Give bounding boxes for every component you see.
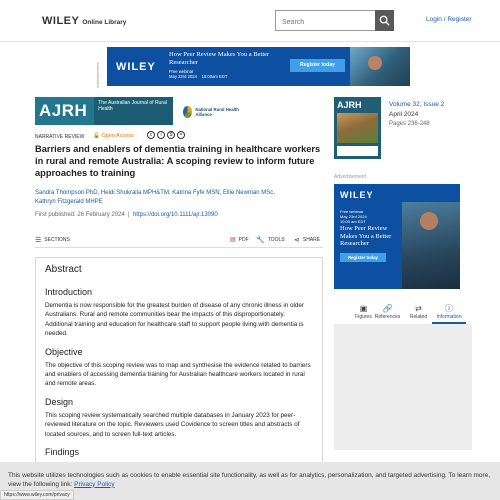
cover-image [337,113,378,143]
ad-webinar-info [169,69,227,79]
wiley-logo[interactable] [42,15,126,27]
image-icon: ▣ [359,304,368,313]
side-ad-brand: WILEY [340,190,374,200]
search-button[interactable] [375,10,394,31]
search-input[interactable] [276,13,376,32]
lock-open-icon: 🔓 [93,133,100,139]
side-ad-webinar-info: Free webinar May 23rd 2024 10:00 am EDT [340,209,367,224]
license-icons[interactable] [147,131,185,139]
search-icon [379,15,390,26]
ad-brand: WILEY [116,61,156,73]
article-authors[interactable]: Sandra Thompson PhD, Heidi Shukralla MPH&TM, Katrina Fyfe MSN, Ellie Newman MSc, Kathryn Fitzgerald MHPE [35,190,275,205]
related-icon: ⇄ [415,304,422,313]
tab-figures[interactable]: ▣ Figures [348,303,379,320]
side-advertisement-label: Advertisement [334,174,366,180]
pdf-icon: ▤ [230,237,236,243]
top-header [0,0,500,42]
journal-abbr: AJRH [35,97,94,125]
issue-volume-link[interactable]: Volume 32, Issue 2 [389,101,445,108]
info-icon: ⓘ [445,304,453,313]
cookie-banner [0,462,500,500]
article-title: Barriers and enablers of dementia training in healthcare workers in rural and remote Australia: A scoping review to inform future approaches to training [35,144,321,178]
issue-date: April 2024 [389,111,419,118]
abstract-section [35,257,323,487]
tools-button[interactable]: 🔧 TOOLS [256,237,285,244]
partner-name: National Rural Health Alliance [195,107,239,117]
journal-name: The Australian Journal of Rural Health [98,100,167,112]
search-box [275,10,394,31]
design-text: This scoping review systematically searched multiple databases in January 2023 for peer-reviewed literature on the topic. Reviewers used Covidence to screen titles and abstracts of located sources, and to screen full-text articles. [45,411,300,438]
side-ad-register-button[interactable]: Register today [340,253,386,262]
introduction-heading: Introduction [45,287,93,297]
ad-line-2: May 23rd 2024 10:00am EDT [169,74,228,79]
tab-information[interactable]: ⓘ Information [432,303,466,320]
findings-heading: Findings [45,447,80,458]
side-banner-ad[interactable] [334,184,460,289]
share-icon: ⋖ [294,237,300,244]
wrench-icon: 🔧 [256,237,265,244]
top-banner-ad[interactable] [107,47,410,86]
ad-photo [350,47,410,86]
nc-icon: $ [167,131,175,139]
abstract-heading: Abstract [45,264,82,275]
link-icon: 🔗 [382,304,393,313]
introduction-text: Dementia is now responsible for the greatest burden of disease of any chronic illness in older Australians. Rural and remote communities bear the impacts of this disproportionately. Additional training and education for healthcare staff to support people living with dementia is needed. [45,302,305,338]
side-ad-photo [402,202,460,289]
ad-register-button[interactable]: Register today [290,59,345,72]
ad-line-1: Free webinar [169,69,194,74]
partner-logo-icon [183,106,192,118]
open-access-badge: 🔓 Open Access [93,133,134,139]
partner-logo[interactable] [183,101,243,123]
cover-title: AJRH [337,100,362,110]
issue-pages: Pages 236-248 [389,121,430,127]
by-icon: i [157,131,165,139]
side-ad-headline: How Peer Review Makes You a Better Researcher [340,225,392,247]
objective-heading: Objective [45,346,83,357]
login-register-link[interactable]: Login / Register [426,16,472,23]
pdf-button[interactable]: ▤ PDF [230,236,249,243]
doi-link[interactable]: https://doi.org/10.1111/ajr.13090 [132,212,218,218]
first-published: First published: 26 February 2024 [35,212,125,218]
journal-cover[interactable] [334,97,381,159]
share-button[interactable]: ⋖ SHARE [294,237,321,244]
article-type: NARRATIVE REVIEW [35,134,85,140]
side-tabs [348,303,472,323]
publication-info: First published: 26 February 2024 | https://doi.org/10.1111/ajr.13090 [35,212,218,218]
article-toolbar [35,234,323,248]
side-panel-content [334,324,472,450]
logo-subtitle: Online Library [82,19,127,26]
nd-icon: = [177,131,185,139]
ad-headline: How Peer Review Makes You a Better Researcher [169,51,270,66]
tab-references[interactable]: 🔗 References [371,303,404,320]
objective-text: The objective of this scoping review was to map and synthesise the evidence related to barriers and enablers of accessing dementia training for Australian healthcare workers located in rural and remote areas. [45,361,311,388]
privacy-policy-link[interactable]: Privacy Policy [74,480,115,488]
list-icon: ☰ [35,237,42,244]
advertisement-label: Advertisement [95,62,100,88]
cover-footer [337,146,378,156]
design-heading: Design [45,396,74,407]
journal-banner[interactable] [35,97,173,125]
sections-button[interactable]: ☰ SECTIONS [35,237,70,244]
cookie-text: This website utilizes technologies such as cookies to enable essential site functionality, as well as for analytics, personalization, and targeted advertising. To learn more, view the following link: Privacy Policy [8,472,491,488]
tab-related[interactable]: ⇄ Related [403,303,434,320]
logo-brand: WILEY [42,15,80,27]
cc-icon: c [147,131,155,139]
status-url: https://www.wiley.com/privacy [0,490,74,500]
